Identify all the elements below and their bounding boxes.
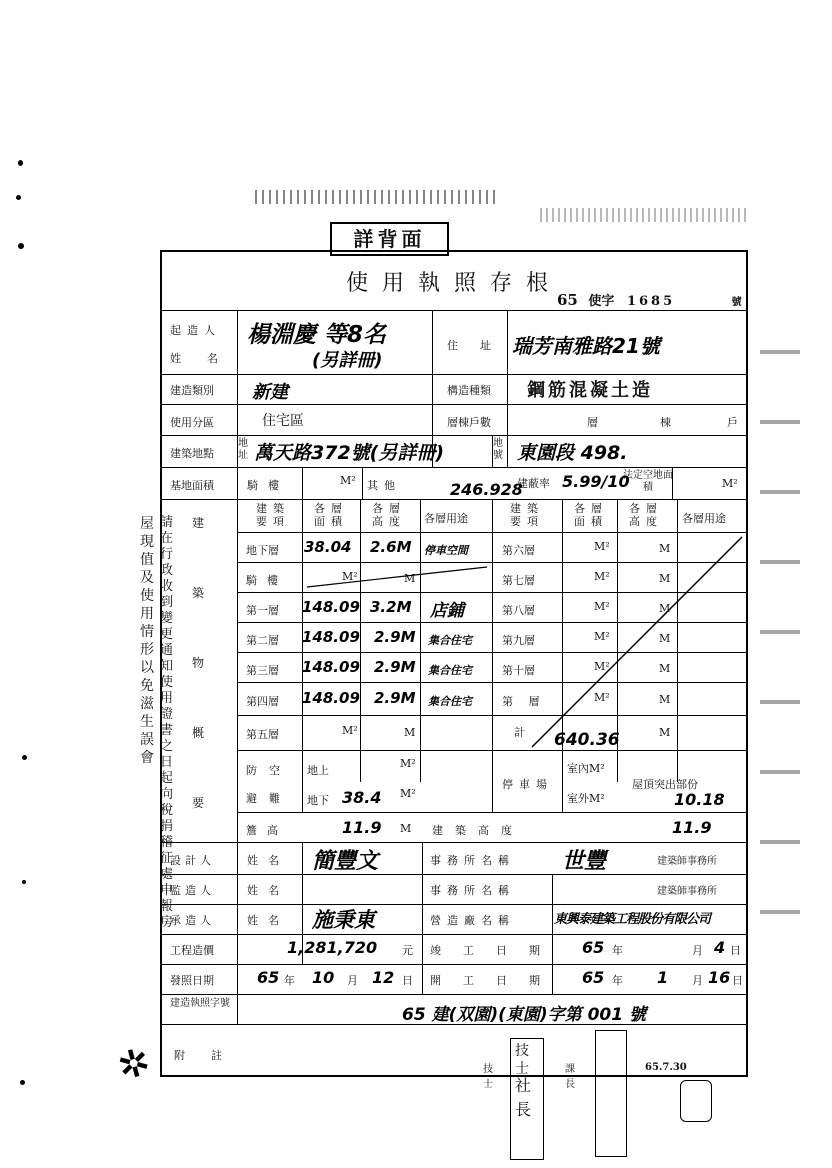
- issue-day: 12: [372, 968, 395, 987]
- contractor-factory-label: 營造廠名稱: [430, 914, 515, 927]
- completion-label: 竣工日期: [430, 944, 562, 957]
- floor-b1-label: 地下層: [246, 544, 279, 557]
- floor-arcade-label: 騎樓: [246, 574, 288, 587]
- floor-n-label: 第 層: [502, 695, 546, 708]
- scan-speck: [18, 243, 24, 249]
- floor-9-area-unit: M²: [594, 630, 610, 643]
- completion-day: 4: [714, 938, 726, 957]
- supervisor-office-suffix: 建築師事務所: [657, 886, 717, 897]
- floor-8-height-unit: M: [659, 602, 671, 615]
- shelter-above-label: 地上: [307, 764, 329, 777]
- roof-protrusion-label: 屋頂突出部份: [632, 778, 698, 791]
- designer-label: 設計人: [170, 854, 215, 867]
- bottom-left-mark: ✲: [112, 1038, 155, 1090]
- completion-day-unit: 日: [730, 944, 741, 957]
- floor-b1-use: 停車空間: [424, 544, 468, 557]
- designer-name: 簡豐文: [312, 849, 379, 874]
- cost-currency: 元: [402, 944, 413, 957]
- license-prefix: 使字: [588, 294, 615, 309]
- top-smudge: [255, 190, 495, 204]
- start-year-unit: 年: [612, 974, 623, 987]
- date-stamp: 65.7.30: [645, 1062, 687, 1073]
- floor-10-label: 第十層: [502, 664, 535, 677]
- parking-label: 停車場: [502, 778, 553, 791]
- floor-3-area: 148.09: [302, 658, 360, 676]
- header-area-right: 各層面積: [574, 502, 608, 528]
- lot-value: 東園段 498.: [517, 442, 628, 464]
- arcade-unit: M²: [340, 474, 356, 487]
- floor-5-height-unit: M: [404, 726, 416, 739]
- site-area-label: 基地面積: [170, 479, 214, 492]
- permit-number-label: 建造執照字號: [170, 998, 230, 1009]
- floor-b1-height: 2.6M: [370, 538, 412, 556]
- tech-stamp-2-box: [595, 1030, 627, 1157]
- tech-stamp-text: 技士: [515, 1043, 529, 1077]
- floor-unit: 層: [587, 416, 598, 429]
- floor-6-area-unit: M²: [594, 540, 610, 553]
- start-month: 1: [657, 968, 669, 987]
- header-item-right: 建築要項: [510, 502, 544, 528]
- parking-outdoor-label: 室外M²: [567, 792, 605, 805]
- floor-7-height-unit: M: [659, 572, 671, 585]
- floor-1-area: 148.09: [302, 598, 360, 616]
- supervisor-label: 監造人: [170, 884, 215, 897]
- scan-speck: [16, 195, 21, 200]
- structure-label: 構造種類: [447, 384, 491, 397]
- floor-b1-area: 38.04: [304, 538, 352, 556]
- start-month-unit: 月: [692, 974, 703, 987]
- legal-space-unit: M²: [722, 477, 738, 490]
- floor-2-label: 第二層: [246, 634, 279, 647]
- parking-indoor-label: 室內M²: [567, 762, 605, 775]
- issue-month: 10: [312, 968, 335, 987]
- start-day-unit: 日: [732, 974, 743, 987]
- header-height-left: 各層高度: [372, 502, 406, 528]
- zone-value: 住宅區: [262, 413, 304, 429]
- license-number: [557, 290, 742, 309]
- builder-address: 瑞芳南雅路21號: [512, 334, 660, 358]
- lot-label: 地號: [493, 438, 503, 461]
- evacuation-label: 避難: [246, 792, 292, 805]
- completion-year-unit: 年: [612, 944, 623, 957]
- chief-stamp-text: 社長: [515, 1076, 532, 1119]
- scan-speck: [18, 160, 23, 166]
- site-label: 建築地點: [170, 447, 214, 460]
- floor-4-use: 集合住宅: [428, 695, 472, 708]
- other-label: 其他: [367, 479, 401, 492]
- floor-n-area-unit: M²: [594, 691, 610, 704]
- builder-name-note: (另詳冊): [312, 350, 383, 371]
- household-unit: 戶: [727, 416, 738, 429]
- start-year: 65: [582, 968, 605, 987]
- floor-2-height: 2.9M: [374, 628, 416, 646]
- total-height-unit: M: [659, 726, 671, 739]
- contractor-name-label: 姓名: [247, 914, 289, 927]
- floor-5-label: 第五層: [246, 728, 279, 741]
- builder-name-label: 姓名: [170, 352, 244, 365]
- scan-speck: [22, 755, 27, 760]
- floor-1-height: 3.2M: [370, 598, 412, 616]
- scan-speck: [22, 880, 26, 884]
- issue-month-unit: 月: [347, 974, 358, 987]
- completion-month-unit: 月: [692, 944, 703, 957]
- designer-office-suffix: 建築師事務所: [657, 856, 717, 867]
- shelter-below-label: 地下: [307, 794, 329, 807]
- floor-1-label: 第一層: [246, 604, 279, 617]
- license-year: 65: [557, 291, 578, 309]
- builder-address-label: 住址: [447, 339, 513, 352]
- header-use-left: 各層用途: [424, 512, 468, 525]
- floor-7-area-unit: M²: [594, 570, 610, 583]
- building-height-label: 建築高度: [432, 824, 524, 837]
- site-address-label: 地址: [238, 438, 248, 461]
- floor-10-area-unit: M²: [594, 660, 610, 673]
- floor-6-label: 第六層: [502, 544, 535, 557]
- structure-stamp: 鋼筋混凝土造: [527, 380, 653, 401]
- issue-year: 65: [257, 968, 280, 987]
- right-margin-handwriting: [760, 310, 800, 970]
- floor-5-area-unit: M²: [342, 724, 358, 737]
- floor-1-use: 店鋪: [430, 601, 464, 621]
- legal-space-label: 法定空地面積: [623, 470, 673, 493]
- builder-name: 楊淵慶 等8名: [247, 322, 387, 348]
- zone-label: 使用分區: [170, 416, 214, 429]
- floor-2-use: 集合住宅: [428, 634, 472, 647]
- detail-back-tag: 詳背面: [330, 222, 449, 256]
- floor-n-height-unit: M: [659, 693, 671, 706]
- header-item-left: 建築要項: [256, 502, 290, 528]
- completion-year: 65: [582, 938, 605, 957]
- license-number-value: 1685: [626, 294, 676, 309]
- building-height-value: 11.9: [672, 818, 712, 837]
- floor-arcade-height-unit: M: [404, 572, 416, 585]
- coverage-label: 建蔽率: [517, 477, 550, 490]
- license-suffix: 號: [731, 297, 742, 308]
- site-address: 萬天路372號(另詳冊): [254, 442, 445, 464]
- floor-10-height-unit: M: [659, 662, 671, 675]
- contractor-factory: 東興泰建築工程股份有限公司: [554, 912, 711, 927]
- tech-label: 技士: [483, 1064, 493, 1090]
- cost-value: 1,281,720: [287, 938, 378, 957]
- header-use-right: 各層用途: [682, 512, 726, 525]
- arcade-label: 騎樓: [247, 479, 289, 492]
- approval-block: [475, 1043, 735, 1160]
- floor-8-label: 第八層: [502, 604, 535, 617]
- roof-protrusion-value: 10.18: [674, 790, 725, 809]
- round-seal: [680, 1080, 712, 1122]
- building-unit: 棟: [660, 416, 671, 429]
- header-area-left: 各層面積: [314, 502, 348, 528]
- floor-4-height: 2.9M: [374, 689, 416, 707]
- floor-3-label: 第三層: [246, 664, 279, 677]
- header-height-right: 各層高度: [629, 502, 663, 528]
- issue-day-unit: 日: [402, 974, 413, 987]
- margin-note-col2: 請在行政收到變更通知使用證書之日起向稅捐稽征處申報房: [160, 515, 174, 930]
- notes-label: 附註: [174, 1049, 248, 1062]
- floor-2-area: 148.09: [302, 628, 360, 646]
- cost-label: 工程造價: [170, 944, 214, 957]
- shelter-above-unit: M²: [400, 757, 416, 770]
- shelter-label: 防空: [246, 764, 292, 777]
- designer-office: 世豐: [562, 849, 607, 874]
- floor-3-use: 集合住宅: [428, 664, 472, 677]
- designer-office-label: 事務所名稱: [430, 854, 515, 867]
- issue-year-unit: 年: [284, 974, 295, 987]
- issue-date-label: 發照日期: [170, 974, 214, 987]
- category-value: 新建: [252, 382, 288, 403]
- floor-8-area-unit: M²: [594, 600, 610, 613]
- other-area-value: 246.928: [450, 480, 523, 499]
- builder-label: 起造人: [170, 324, 221, 337]
- designer-name-label: 姓名: [247, 854, 289, 867]
- shelter-below-value: 38.4: [342, 788, 382, 807]
- category-label: 建造類別: [170, 384, 214, 397]
- unused-rows-strike: [302, 532, 492, 722]
- start-day: 16: [708, 968, 731, 987]
- floor-4-label: 第四層: [246, 695, 279, 708]
- scan-speck: [20, 1080, 25, 1085]
- permit-number: 65 建(双園)(東園)字第 001 號: [402, 1005, 646, 1025]
- floor-3-height: 2.9M: [374, 658, 416, 676]
- shelter-below-unit: M²: [400, 787, 416, 800]
- start-date-label: 開工日期: [430, 974, 562, 987]
- license-form: [160, 250, 748, 1077]
- margin-note-col1: 屋現值及使用情形以免滋生誤會: [140, 516, 154, 766]
- eave-height-unit: M: [400, 822, 412, 835]
- floor-9-label: 第九層: [502, 634, 535, 647]
- floors-label: 層棟戶數: [447, 416, 491, 429]
- floor-6-height-unit: M: [659, 542, 671, 555]
- eave-height-label: 簷高: [246, 824, 288, 837]
- chief-label: 課長: [565, 1064, 575, 1090]
- contractor-name: 施秉東: [312, 908, 375, 932]
- floor-4-area: 148.09: [302, 689, 360, 707]
- floor-9-height-unit: M: [659, 632, 671, 645]
- total-value: 640.36: [554, 730, 620, 750]
- unused-floors-strike: [492, 532, 746, 752]
- coverage-value: 5.99/10: [562, 472, 630, 491]
- top-right-smudge: [540, 208, 750, 222]
- building-summary-side-label: 建 築 物 概 要: [192, 516, 205, 810]
- floor-arcade-area-unit: M²: [342, 570, 358, 583]
- form-title: 使用執照存根: [345, 271, 562, 296]
- eave-height-value: 11.9: [342, 818, 382, 837]
- supervisor-name-label: 姓名: [247, 884, 289, 897]
- contractor-label: 承造人: [170, 914, 215, 927]
- total-label: 計: [514, 726, 525, 739]
- floor-7-label: 第七層: [502, 574, 535, 587]
- supervisor-office-label: 事務所名稱: [430, 884, 515, 897]
